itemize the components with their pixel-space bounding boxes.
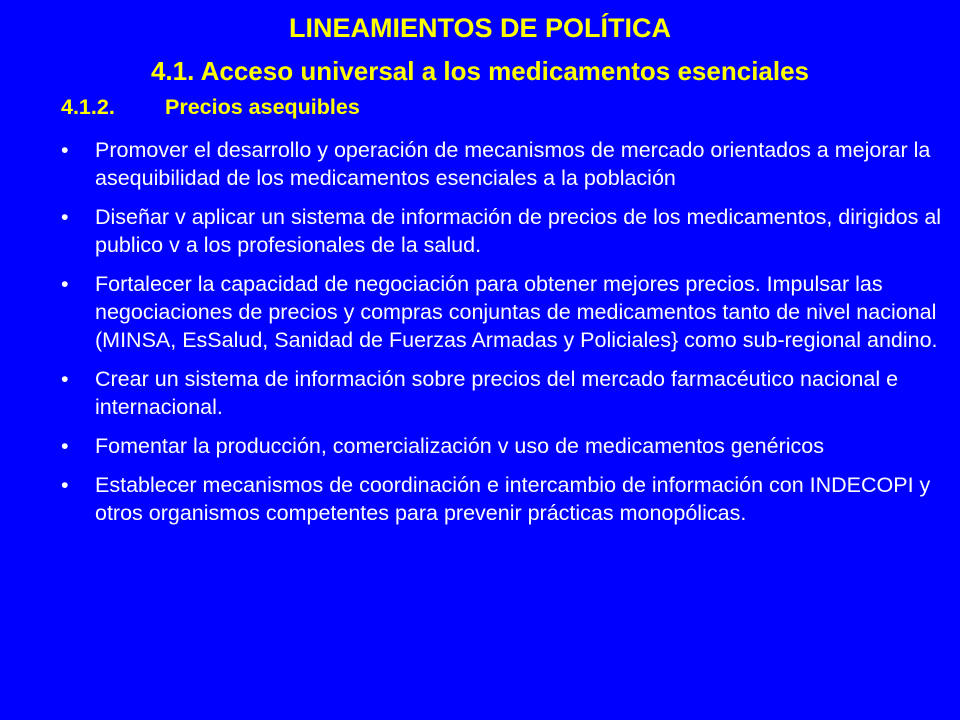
bullet-icon: • — [61, 473, 69, 497]
bullet-item — [0, 136, 960, 192]
slide-title: LINEAMIENTOS DE POLÍTICA — [288, 13, 672, 43]
bullet-item — [0, 471, 960, 527]
bullet-text: Fomentar la producción, comercialización v uso de medicamentos genéricos — [95, 434, 824, 458]
bullet-text: Diseñar v aplicar un sistema de información de precios de los medicamentos, dirigidos al publico v a los profesionales de la salud. — [95, 205, 942, 257]
section-number: 4.1.2. — [61, 95, 115, 119]
bullet-item — [0, 203, 960, 259]
bullet-text: Crear un sistema de información sobre precios del mercado farmacéutico nacional e internacional. — [95, 367, 899, 419]
bullet-item — [0, 432, 960, 460]
section-heading — [61, 93, 360, 121]
bullet-icon: • — [61, 138, 69, 162]
section-title: Precios asequibles — [165, 95, 360, 119]
bullet-list — [0, 136, 960, 538]
bullet-text: Fortalecer la capacidad de negociación para obtener mejores precios. Impulsar las negociaciones de precios y compras conjuntas de medicamentos tanto de nivel nacional (MINSA, EsSalud, Sanidad de Fuerzas Armadas y Policiales} como sub-regional andino. — [95, 272, 938, 352]
bullet-icon: • — [61, 434, 69, 458]
bullet-icon: • — [61, 367, 69, 391]
bullet-icon: • — [61, 272, 69, 296]
bullet-text: Promover el desarrollo y operación de mecanismos de mercado orientados a mejorar la asequibilidad de los medicamentos esenciales a la población — [95, 138, 931, 190]
bullet-item — [0, 365, 960, 421]
bullet-text: Establecer mecanismos de coordinación e intercambio de información con INDECOPI y otros organismos competentes para prevenir prácticas monopólicas. — [95, 473, 931, 525]
slide-subtitle: 4.1. Acceso universal a los medicamentos esenciales — [150, 56, 810, 86]
bullet-item — [0, 270, 960, 354]
bullet-icon: • — [61, 205, 69, 229]
